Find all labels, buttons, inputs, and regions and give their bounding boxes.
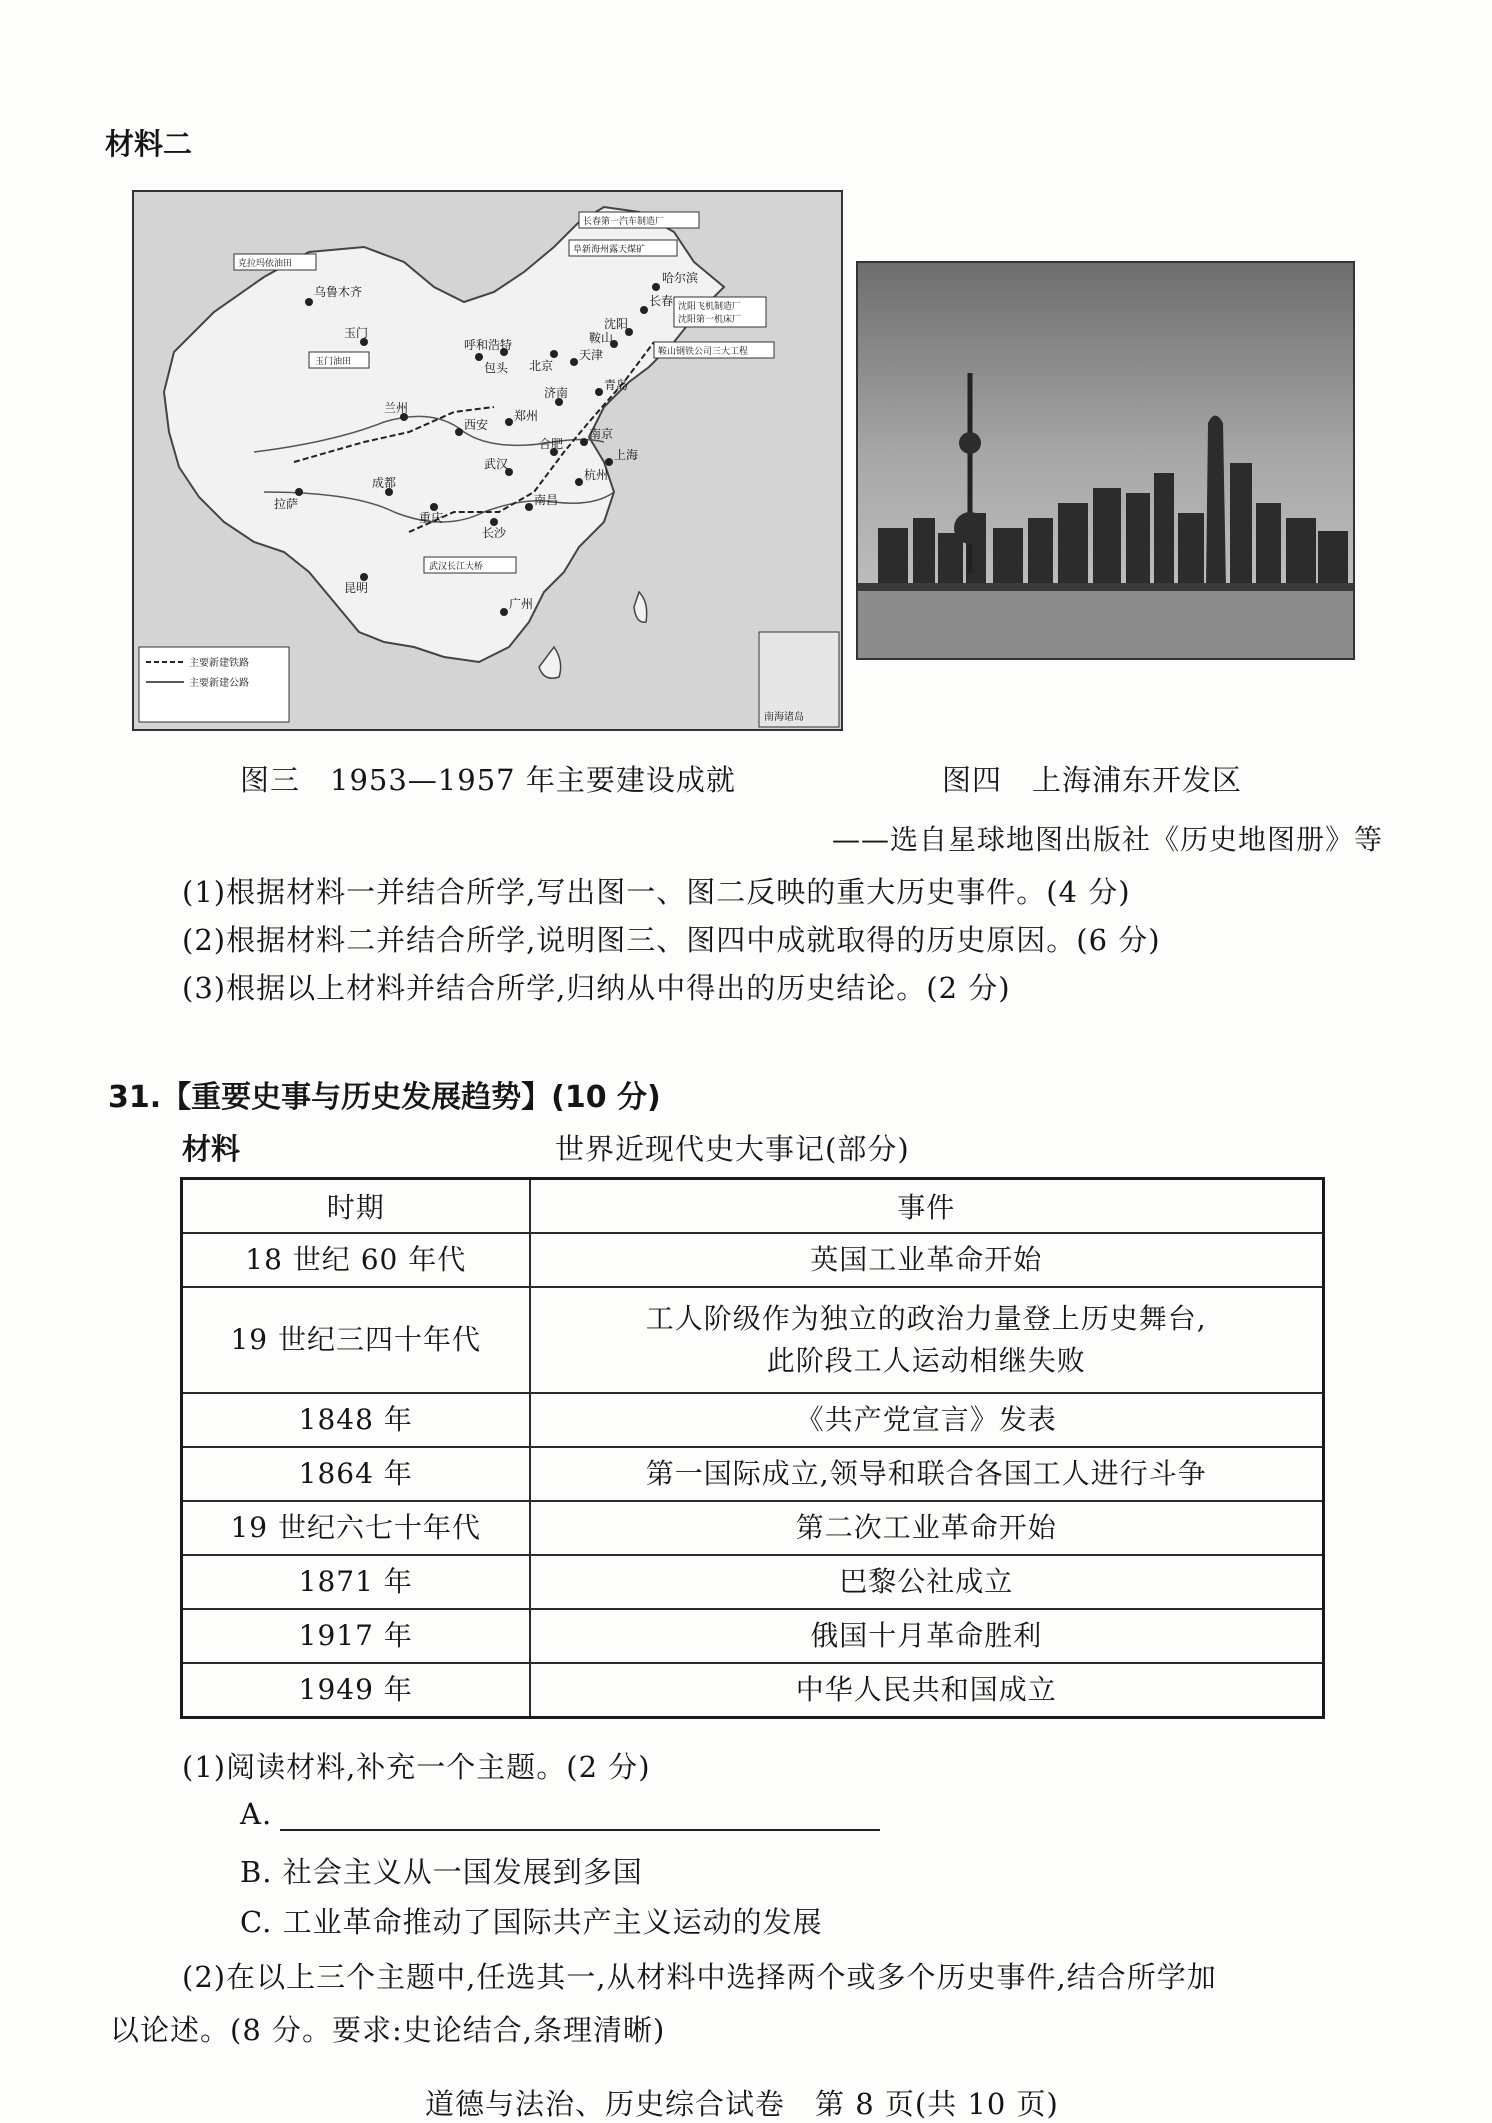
question-31-1: (1)阅读材料,补充一个主题。(2 分) — [182, 1750, 651, 1784]
period-cell: 19 世纪六七十年代 — [182, 1501, 530, 1555]
event-cell: 巴黎公社成立 — [530, 1555, 1324, 1609]
event-line: 此阶段工人运动相继失败 — [766, 1344, 1086, 1377]
svg-text:南京: 南京 — [589, 427, 614, 441]
svg-text:北京: 北京 — [529, 359, 554, 373]
svg-text:乌鲁木齐: 乌鲁木齐 — [314, 285, 363, 299]
table-row — [182, 1233, 1324, 1287]
svg-text:武汉: 武汉 — [484, 457, 509, 471]
svg-text:玉门: 玉门 — [344, 326, 369, 340]
table-row — [182, 1287, 1324, 1393]
svg-text:长沙: 长沙 — [482, 526, 507, 540]
event-cell: 中华人民共和国成立 — [530, 1663, 1324, 1718]
svg-text:鞍山钢铁公司三大工程: 鞍山钢铁公司三大工程 — [658, 347, 749, 357]
figure4-caption: 图四 上海浦东开发区 — [942, 763, 1243, 797]
header-period: 时期 — [182, 1179, 530, 1234]
event-cell: 《共产党宣言》发表 — [530, 1393, 1324, 1447]
period-cell: 19 世纪三四十年代 — [182, 1287, 530, 1393]
svg-text:呼和浩特: 呼和浩特 — [464, 338, 513, 352]
option-c: C. 工业革命推动了国际共产主义运动的发展 — [240, 1905, 823, 1939]
table-row — [182, 1501, 1324, 1555]
table-row — [182, 1609, 1324, 1663]
svg-text:沈阳: 沈阳 — [604, 317, 629, 331]
svg-text:武汉长江大桥: 武汉长江大桥 — [429, 562, 484, 572]
svg-text:南昌: 南昌 — [534, 493, 559, 507]
source-note: ——选自星球地图出版社《历史地图册》等 — [832, 823, 1384, 856]
option-a-label: A. — [240, 1797, 273, 1831]
skyline-graphic — [858, 263, 1353, 658]
event-line: 工人阶级作为独立的政治力量登上历史舞台, — [645, 1302, 1207, 1335]
pudong-skyline-photo — [856, 261, 1355, 660]
svg-text:拉萨: 拉萨 — [274, 497, 299, 511]
question-30-1: (1)根据材料一并结合所学,写出图一、图二反映的重大历史事件。(4 分) — [182, 875, 1131, 909]
question-30-2: (2)根据材料二并结合所学,说明图三、图四中成就取得的历史原因。(6 分) — [182, 923, 1161, 957]
period-cell: 1949 年 — [182, 1663, 530, 1718]
question-31-2-line1: (2)在以上三个主题中,任选其一,从材料中选择两个或多个历史事件,结合所学加 — [182, 1960, 1217, 1994]
svg-text:兰州: 兰州 — [384, 401, 409, 415]
option-a — [240, 1797, 880, 1831]
period-cell: 18 世纪 60 年代 — [182, 1233, 530, 1287]
table-row — [182, 1555, 1324, 1609]
svg-text:昆明: 昆明 — [344, 581, 369, 595]
table-row — [182, 1663, 1324, 1718]
china-construction-map — [132, 190, 843, 731]
svg-text:鞍山: 鞍山 — [589, 331, 614, 345]
period-cell: 1917 年 — [182, 1609, 530, 1663]
svg-text:上海: 上海 — [614, 448, 639, 462]
svg-text:西安: 西安 — [464, 418, 489, 432]
svg-text:合肥: 合肥 — [539, 437, 564, 451]
table-header-row — [182, 1179, 1324, 1234]
svg-text:济南: 济南 — [544, 386, 569, 400]
svg-text:青岛: 青岛 — [604, 378, 629, 392]
svg-text:长春第一汽车制造厂: 长春第一汽车制造厂 — [583, 217, 665, 227]
table-title: 世界近现代史大事记(部分) — [555, 1132, 910, 1166]
page-footer: 道德与法治、历史综合试卷 第 8 页(共 10 页) — [425, 2087, 1059, 2121]
svg-text:哈尔滨: 哈尔滨 — [662, 271, 699, 285]
svg-text:包头: 包头 — [484, 361, 509, 375]
period-cell: 1864 年 — [182, 1447, 530, 1501]
events-table — [180, 1177, 1325, 1719]
table-row — [182, 1447, 1324, 1501]
svg-text:克拉玛依油田: 克拉玛依油田 — [238, 259, 293, 269]
table-row — [182, 1393, 1324, 1447]
svg-text:玉门油田: 玉门油田 — [315, 357, 352, 367]
answer-blank[interactable] — [280, 1799, 880, 1831]
event-cell — [530, 1287, 1324, 1393]
svg-text:天津: 天津 — [579, 348, 604, 362]
figure3-caption: 图三 1953—1957 年主要建设成就 — [240, 763, 736, 797]
event-cell: 英国工业革命开始 — [530, 1233, 1324, 1287]
period-cell: 1848 年 — [182, 1393, 530, 1447]
svg-text:沈阳飞机制造厂: 沈阳飞机制造厂 — [678, 302, 742, 312]
material-label: 材料 — [182, 1132, 241, 1166]
event-cell: 第二次工业革命开始 — [530, 1501, 1324, 1555]
svg-text:南海诸岛: 南海诸岛 — [764, 712, 804, 723]
svg-text:沈阳第一机床厂: 沈阳第一机床厂 — [678, 315, 742, 325]
svg-text:成都: 成都 — [372, 476, 397, 490]
question-31-title: 31.【重要史事与历史发展趋势】(10 分) — [108, 1080, 661, 1115]
svg-text:主要新建公路: 主要新建公路 — [189, 678, 249, 689]
question-30-3: (3)根据以上材料并结合所学,归纳从中得出的历史结论。(2 分) — [182, 971, 1011, 1005]
svg-text:郑州: 郑州 — [514, 409, 539, 423]
period-cell: 1871 年 — [182, 1555, 530, 1609]
svg-text:重庆: 重庆 — [419, 511, 444, 525]
section-label: 材料二 — [105, 127, 193, 161]
svg-text:阜新海州露天煤矿: 阜新海州露天煤矿 — [573, 245, 646, 255]
option-b: B. 社会主义从一国发展到多国 — [240, 1855, 643, 1889]
svg-text:主要新建铁路: 主要新建铁路 — [189, 658, 249, 669]
svg-text:杭州: 杭州 — [584, 468, 609, 482]
header-event: 事件 — [530, 1179, 1324, 1234]
event-cell: 第一国际成立,领导和联合各国工人进行斗争 — [530, 1447, 1324, 1501]
svg-text:长春: 长春 — [649, 294, 674, 308]
map-graphic — [134, 192, 841, 729]
event-cell: 俄国十月革命胜利 — [530, 1609, 1324, 1663]
question-31-2-line2: 以论述。(8 分。要求:史论结合,条理清晰) — [110, 2013, 666, 2047]
svg-text:广州: 广州 — [509, 597, 534, 611]
